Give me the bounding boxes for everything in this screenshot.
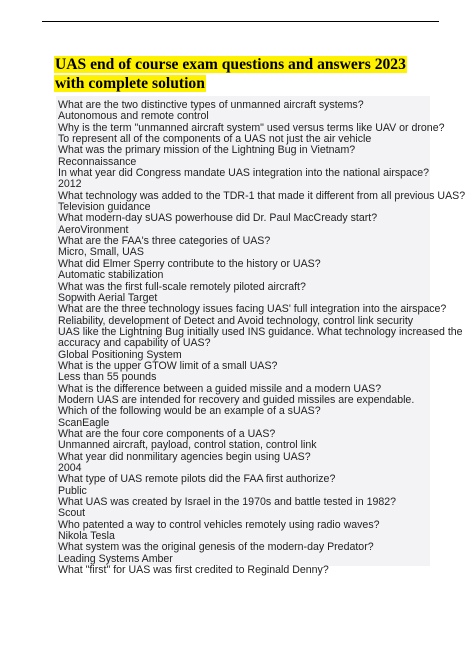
qa-line: What system was the original genesis of the modern-day Predator? [58, 541, 374, 554]
qa-line: What technology was added to the TDR-1 that made it different from all previous UAS? [58, 189, 466, 202]
qa-line: What is the difference between a guided missile and a modern UAS? [58, 382, 382, 395]
qa-line: Less than 55 pounds [58, 371, 157, 384]
document-title [54, 55, 426, 93]
qa-line: Autonomous and remote control [58, 110, 209, 123]
qa-line: What are the four core components of a UAS? [58, 427, 276, 440]
qa-line: What year did nonmilitary agencies begin using UAS? [58, 450, 311, 463]
qa-line: What did Elmer Sperry contribute to the history or UAS? [58, 257, 321, 270]
top-rule [42, 21, 439, 22]
qa-line: Micro, Small, UAS [58, 246, 144, 259]
qa-line: Modern UAS are intended for recovery and guided missiles are expendable. [58, 393, 415, 406]
qa-line: Which of the following would be an example of a sUAS? [58, 405, 321, 418]
qa-line: Who patented a way to control vehicles remotely using radio waves? [58, 518, 380, 531]
qa-line: Sopwith Aerial Target [58, 291, 158, 304]
qa-line: accuracy and capability of UAS? [58, 337, 211, 350]
qa-line: 2004 [58, 462, 82, 474]
qa-line: Leading Systems Amber [58, 552, 173, 565]
qa-line: ScanEagle [58, 416, 110, 429]
qa-line: Scout [58, 507, 86, 520]
qa-line: What are the two distinctive types of unmanned aircraft systems? [58, 99, 364, 111]
qa-line: Television guidance [58, 201, 151, 214]
qa-line: Unmanned aircraft, payload, control station, control link [58, 439, 317, 452]
qa-line: What modern-day sUAS powerhouse did Dr. Paul MacCready start? [58, 212, 378, 225]
document-title-text: UAS end of course exam questions and answers 2023 with complete solution [55, 56, 406, 92]
qa-line: AeroVironment [58, 223, 129, 236]
qa-line: What was the primary mission of the Lightning Bug in Vietnam? [58, 144, 356, 157]
qa-line: What UAS was created by Israel in the 1970s and battle tested in 1982? [58, 496, 397, 509]
qa-line: What are the three technology issues facing UAS' full integration into the airspace? [58, 303, 447, 316]
qa-line: Global Positioning System [58, 348, 182, 361]
qa-line: Public [58, 484, 87, 497]
qa-line: Automatic stabilization [58, 269, 164, 282]
qa-line: Why is the term "unmanned aircraft system" used versus terms like UAV or drone? [58, 121, 445, 134]
qa-line: UAS like the Lightning Bug initially used INS guidance. What technology increased the [58, 325, 463, 338]
qa-list [58, 99, 466, 577]
qa-line: To represent all of the components of a UAS not just the air vehicle [58, 133, 372, 146]
qa-line: In what year did Congress mandate UAS integration into the national airspace? [58, 167, 430, 180]
qa-line: What was the first full-scale remotely piloted aircraft? [58, 280, 306, 293]
qa-line: 2012 [58, 178, 82, 191]
qa-line: Nikola Tesla [58, 530, 115, 543]
qa-line: What type of UAS remote pilots did the FAA first authorize? [58, 473, 336, 486]
qa-line: What are the FAA's three categories of UAS? [58, 235, 271, 248]
qa-line: What is the upper GTOW limit of a small UAS? [58, 359, 278, 372]
qa-line: Reconnaissance [58, 155, 137, 168]
qa-line: Reliability, development of Detect and Avoid technology, control link security [58, 314, 414, 327]
qa-line: What "first" for UAS was first credited to Reginald Denny? [58, 564, 329, 577]
